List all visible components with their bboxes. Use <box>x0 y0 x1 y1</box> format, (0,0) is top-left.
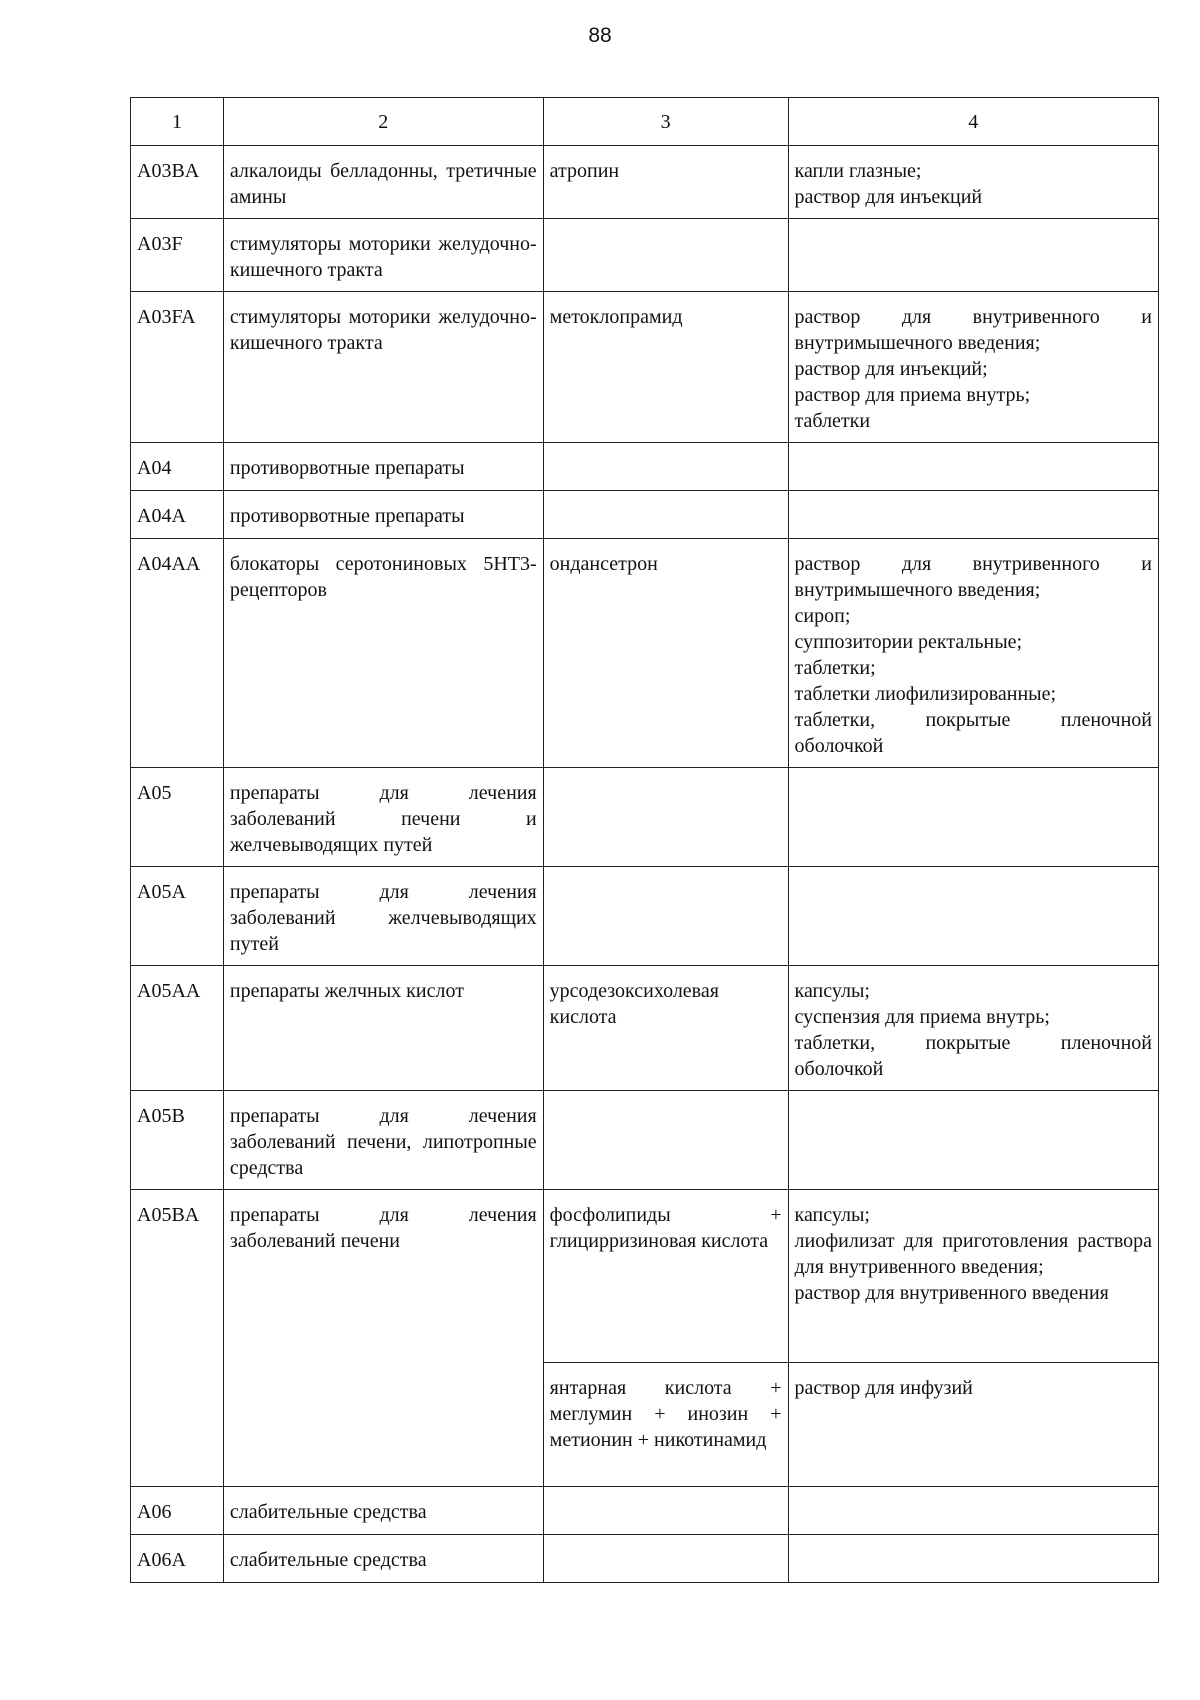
atc-code-cell: A04A <box>131 491 224 539</box>
column-header-2: 2 <box>223 98 543 146</box>
table-row <box>131 768 1159 867</box>
dosage-forms-cell <box>788 443 1158 491</box>
pharm-group-cell: противорвотные препараты <box>223 491 543 539</box>
table-row <box>131 539 1159 768</box>
dosage-forms-cell <box>788 539 1158 768</box>
medication-table <box>130 97 1159 1583</box>
substance-cell: янтарная кислота + меглумин + инозин + метионин + никотинамид <box>543 1363 788 1487</box>
dosage-form: суппозитории ректальные; <box>794 631 1023 653</box>
dosage-form: капли глазные; <box>794 160 922 182</box>
dosage-form: капсулы; <box>794 1204 870 1226</box>
page-number: 88 <box>588 24 612 47</box>
substance-cell: метоклопрамид <box>543 292 788 443</box>
substance-cell: атропин <box>543 146 788 219</box>
dosage-form: таблетки, покрытые пленочной оболочкой <box>794 1032 1152 1080</box>
substance-cell <box>543 1487 788 1535</box>
pharm-group-cell: слабительные средства <box>223 1535 543 1583</box>
dosage-form: таблетки; <box>794 657 876 679</box>
dosage-form: раствор для инъекций; <box>794 358 988 380</box>
dosage-form: раствор для внутривенного введения <box>794 1282 1109 1304</box>
pharm-group-cell: слабительные средства <box>223 1487 543 1535</box>
table-row <box>131 1091 1159 1190</box>
table-row <box>131 219 1159 292</box>
dosage-form: таблетки, покрытые пленочной оболочкой <box>794 709 1152 757</box>
dosage-forms-cell <box>788 292 1158 443</box>
atc-code-cell: A05B <box>131 1091 224 1190</box>
pharm-group-cell: стимуляторы моторики желудочно-кишечного тракта <box>223 219 543 292</box>
table-row <box>131 146 1159 219</box>
dosage-form: раствор для инъекций <box>794 186 983 208</box>
table-header-row <box>131 98 1159 146</box>
atc-code-cell: A04 <box>131 443 224 491</box>
pharm-group-cell: стимуляторы моторики желудочно-кишечного тракта <box>223 292 543 443</box>
dosage-forms-cell <box>788 867 1158 966</box>
pharm-group-cell: препараты для лечения заболеваний печени <box>223 1190 543 1487</box>
pharm-group-cell: препараты для лечения заболеваний желчевыводящих путей <box>223 867 543 966</box>
atc-code-cell: A06A <box>131 1535 224 1583</box>
dosage-form: суспензия для приема внутрь; <box>794 1006 1050 1028</box>
table-row <box>131 1535 1159 1583</box>
dosage-forms-cell <box>788 966 1158 1091</box>
dosage-forms-cell <box>788 1487 1158 1535</box>
dosage-form: раствор для приема внутрь; <box>794 384 1031 406</box>
table-row <box>131 966 1159 1091</box>
dosage-form: капсулы; <box>794 980 870 1002</box>
dosage-form: лиофилизат для приготовления раствора для внутривенного введения; <box>794 1230 1152 1278</box>
dosage-forms-cell <box>788 491 1158 539</box>
dosage-form: раствор для внутривенного и внутримышечного введения; <box>794 306 1152 354</box>
pharm-group-cell: противорвотные препараты <box>223 443 543 491</box>
dosage-forms-cell <box>788 1091 1158 1190</box>
substance-cell <box>543 491 788 539</box>
table-row <box>131 292 1159 443</box>
dosage-forms-cell <box>788 146 1158 219</box>
substance-cell: ондансетрон <box>543 539 788 768</box>
atc-code-cell: A04AA <box>131 539 224 768</box>
substance-cell <box>543 1535 788 1583</box>
table-row <box>131 1190 1159 1363</box>
pharm-group-cell: препараты для лечения заболеваний печени и желчевыводящих путей <box>223 768 543 867</box>
pharm-group-cell: препараты для лечения заболеваний печени, липотропные средства <box>223 1091 543 1190</box>
substance-cell <box>543 443 788 491</box>
atc-code-cell: A03FA <box>131 292 224 443</box>
column-header-3: 3 <box>543 98 788 146</box>
dosage-forms-cell <box>788 1363 1158 1487</box>
table-row <box>131 867 1159 966</box>
dosage-form: раствор для инфузий <box>794 1377 973 1399</box>
pharm-group-cell: блокаторы серотониновых 5HT3-рецепторов <box>223 539 543 768</box>
dosage-forms-cell <box>788 1190 1158 1363</box>
substance-cell <box>543 768 788 867</box>
dosage-form: таблетки <box>794 410 871 432</box>
dosage-form: таблетки лиофилизированные; <box>794 683 1057 705</box>
atc-code-cell: A05A <box>131 867 224 966</box>
table-row <box>131 1487 1159 1535</box>
column-header-4: 4 <box>788 98 1158 146</box>
dosage-form: раствор для внутривенного и внутримышечного введения; <box>794 553 1152 601</box>
substance-cell: фосфолипиды + глицирризиновая кислота <box>543 1190 788 1363</box>
dosage-form: сироп; <box>794 605 851 627</box>
substance-cell <box>543 219 788 292</box>
atc-code-cell: A05AA <box>131 966 224 1091</box>
atc-code-cell: A03BA <box>131 146 224 219</box>
substance-cell: урсодезоксихолевая кислота <box>543 966 788 1091</box>
column-header-1: 1 <box>131 98 224 146</box>
substance-cell <box>543 867 788 966</box>
dosage-forms-cell <box>788 219 1158 292</box>
atc-code-cell: A05BA <box>131 1190 224 1487</box>
dosage-forms-cell <box>788 768 1158 867</box>
table-row <box>131 491 1159 539</box>
atc-code-cell: A06 <box>131 1487 224 1535</box>
dosage-forms-cell <box>788 1535 1158 1583</box>
pharm-group-cell: препараты желчных кислот <box>223 966 543 1091</box>
atc-code-cell: A03F <box>131 219 224 292</box>
atc-code-cell: A05 <box>131 768 224 867</box>
table-row <box>131 443 1159 491</box>
substance-cell <box>543 1091 788 1190</box>
pharm-group-cell: алкалоиды белладонны, третичные амины <box>223 146 543 219</box>
